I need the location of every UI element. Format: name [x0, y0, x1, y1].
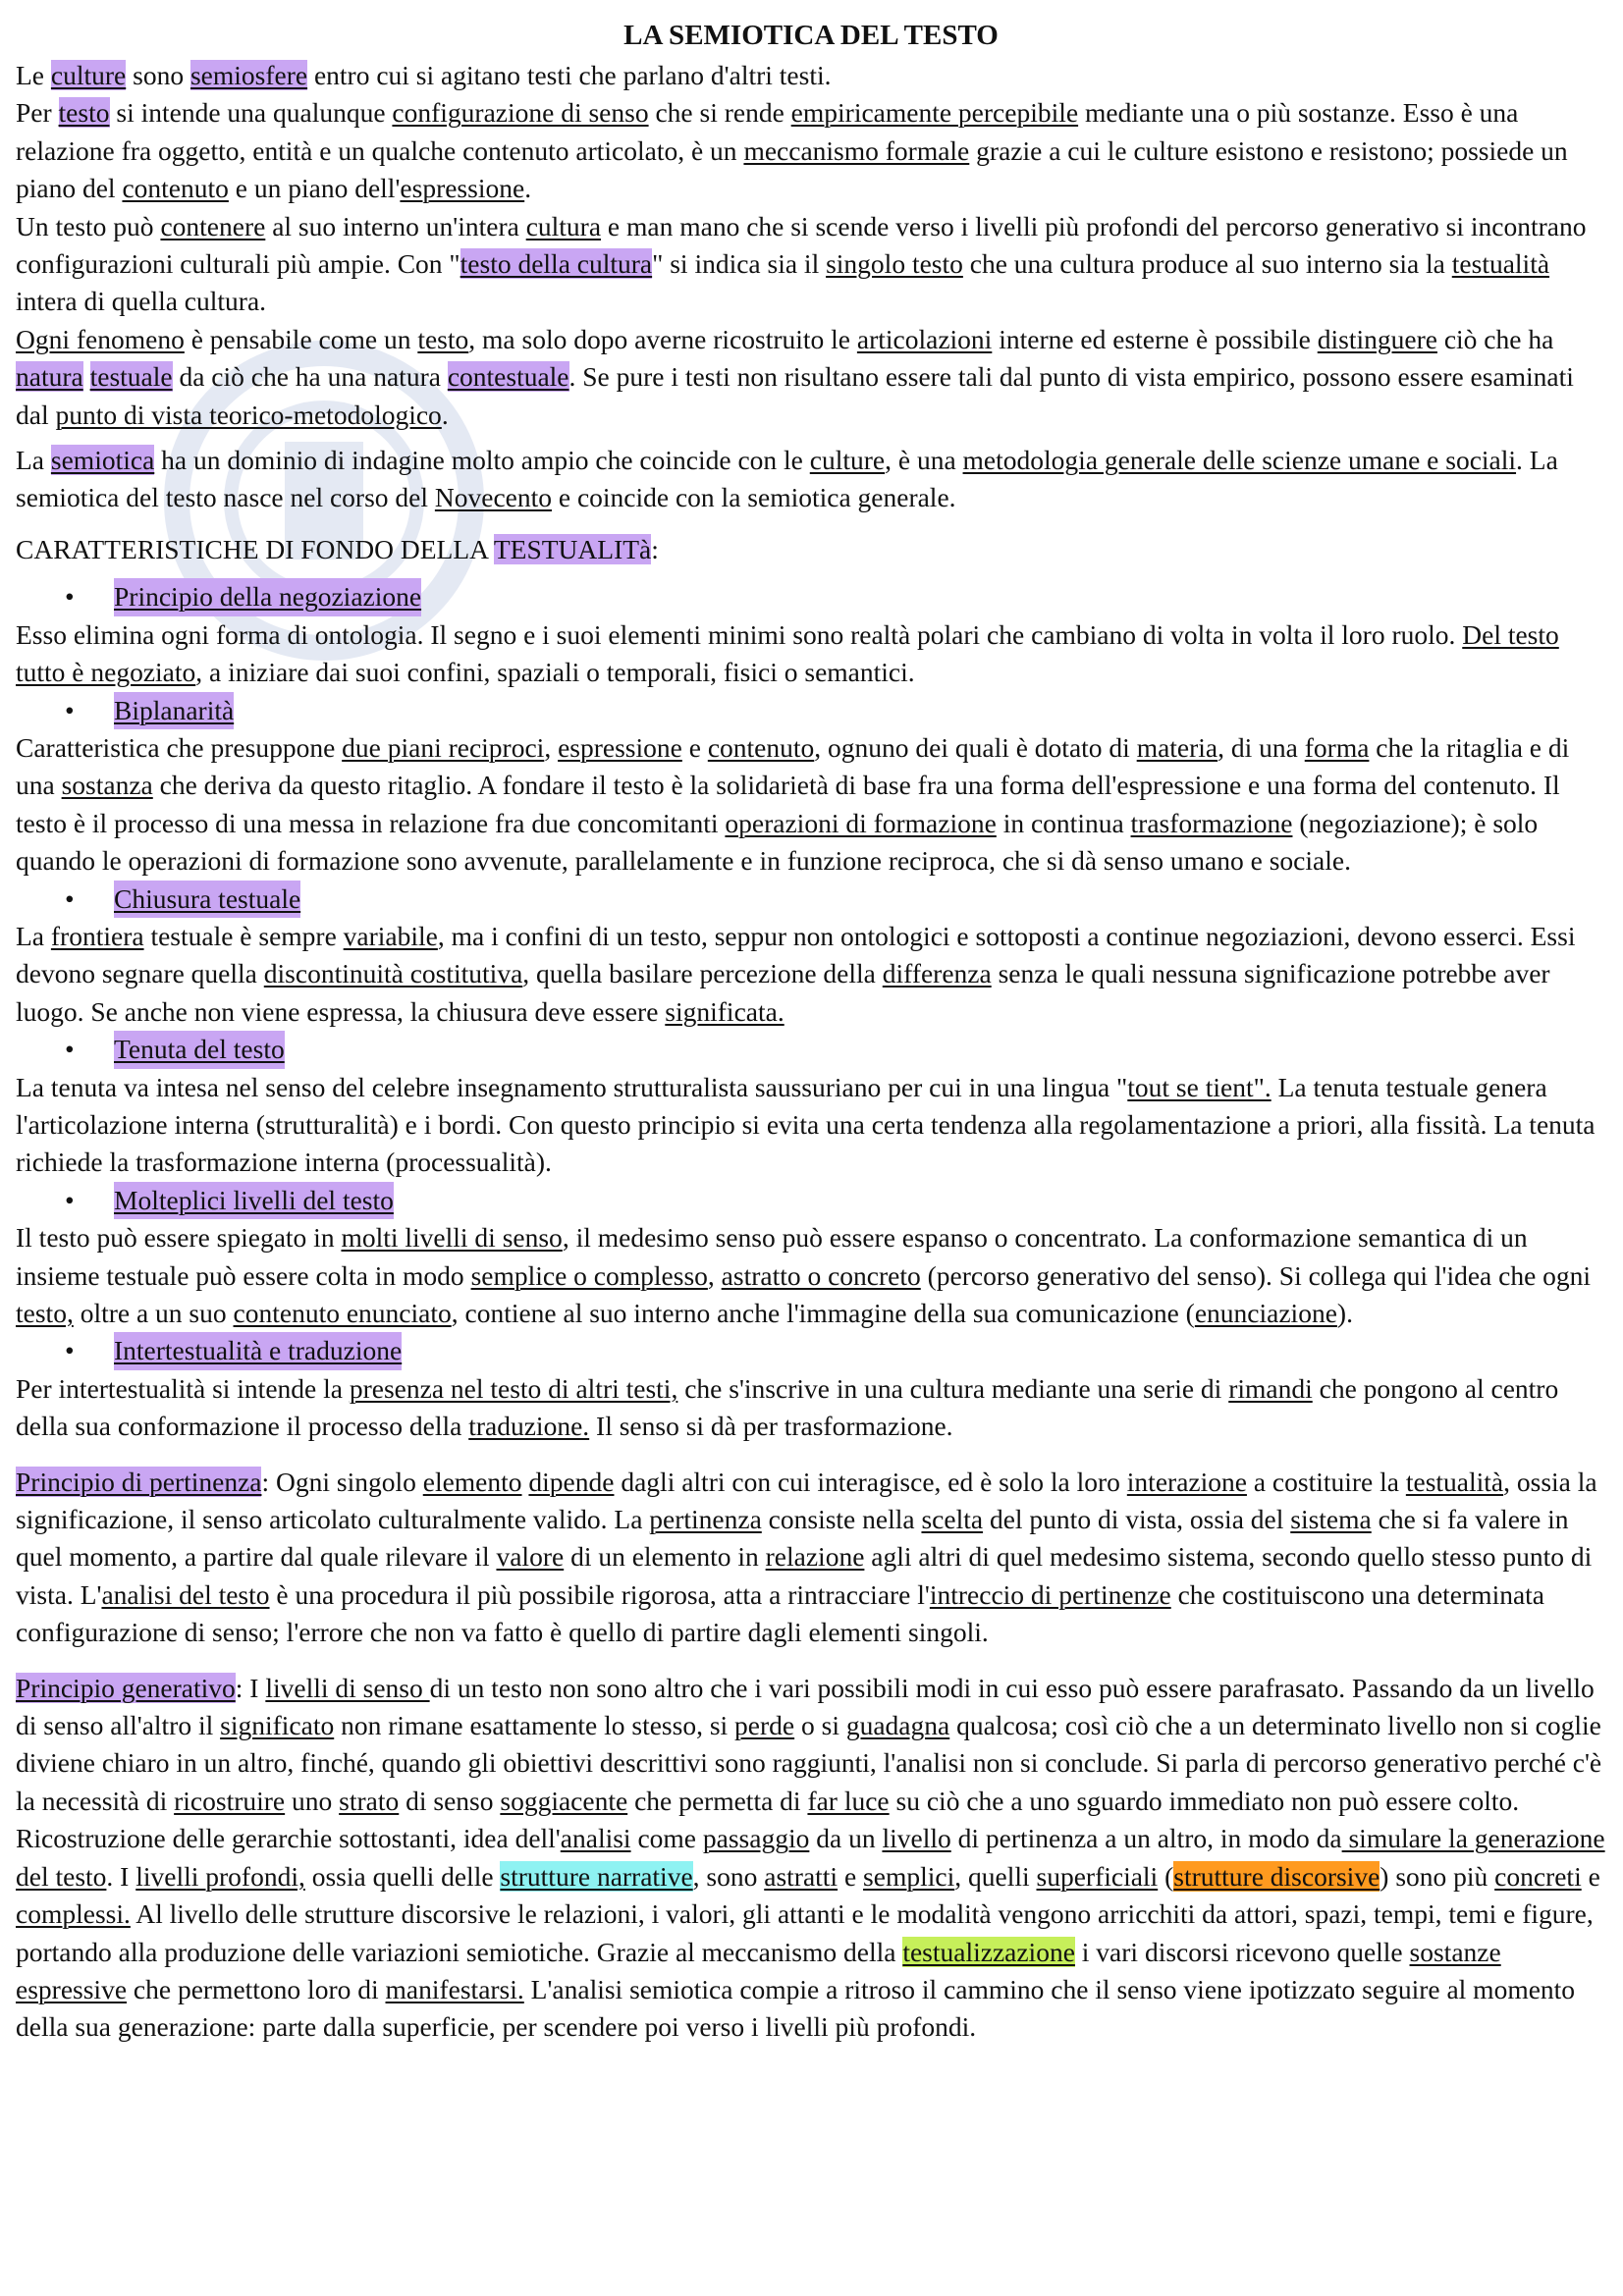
bullet-icon: • — [65, 1335, 75, 1366]
term: Novecento — [434, 482, 552, 513]
term: concreti — [1494, 1860, 1582, 1892]
bullet-text — [16, 1219, 1606, 1332]
term: empiricamente percepibile — [790, 97, 1079, 129]
term: variabile — [343, 920, 438, 951]
text: di un testo non sono altro che i vari possibili modi in cui esso può essere parafrasato. Passando da un livello di senso all'altro il — [16, 1672, 1595, 1741]
bullet-label: Principio della negoziazione — [114, 578, 421, 615]
term: operazioni di formazione — [725, 807, 997, 838]
section-heading — [16, 531, 1606, 568]
term-semiotica: semiotica — [50, 445, 155, 476]
term: astratti — [764, 1860, 839, 1892]
term: due piani reciproci — [342, 731, 545, 763]
text: i vari discorsi ricevono quelle — [1074, 1936, 1410, 1967]
term: materia — [1136, 731, 1218, 763]
term: contenuto — [707, 731, 815, 763]
text: , ma i confini di un testo, seppur non ontologici e sottoposti a continue negoziazioni, devono esserci. Essi devono segnare quella — [16, 920, 1576, 989]
text: sono — [126, 60, 190, 90]
text: , sono — [692, 1860, 765, 1892]
text: ) sono più — [1380, 1860, 1495, 1892]
term: differenza — [882, 958, 992, 989]
term: analisi — [560, 1823, 631, 1854]
text: . Se pure i testi non risultano essere tali dal punto di vista empirico, possono essere esaminati dal — [16, 361, 1574, 430]
term: superficiali — [1036, 1860, 1159, 1892]
text: , ognuno dei quali è dotato di — [814, 731, 1137, 763]
text: come — [630, 1823, 703, 1854]
term-strutture-discorsive: strutture discorsive — [1173, 1860, 1380, 1892]
paragraph-pertinenza — [16, 1464, 1606, 1652]
term: metodologia generale delle scienze umane e sociali — [962, 445, 1517, 476]
term: significato — [220, 1710, 335, 1741]
text: Al livello delle strutture discorsive le relazioni, i valori, gli attanti e le modalità vengono arricchiti da attori, spazi, tempi, temi e figure, portando alla produzione delle variazioni semiotiche. Grazie al meccanismo della — [16, 1898, 1594, 1967]
text: , quella basilare percezione della — [522, 958, 883, 989]
term: Ogni fenomeno — [16, 323, 185, 354]
term: semplice o complesso — [470, 1259, 708, 1291]
term: molti livelli di senso — [341, 1222, 563, 1254]
term: far luce — [807, 1785, 890, 1816]
text: , contiene al suo interno anche l'immagine della sua comunicazione ( — [451, 1298, 1195, 1328]
text: , a iniziare dai suoi confini, spaziali o temporali, fisici o semantici. — [195, 657, 915, 688]
bullet-icon: • — [65, 694, 75, 725]
term: forma — [1304, 731, 1370, 763]
text: ha un dominio di indagine molto ampio che coincide con le — [154, 445, 810, 476]
bullet-label: Intertestualità e traduzione — [114, 1332, 402, 1369]
term: configurazione di senso — [392, 97, 649, 129]
term: scelta — [921, 1504, 984, 1535]
text: oltre a un suo — [73, 1298, 234, 1328]
text: uno — [285, 1785, 340, 1816]
term: discontinuità costitutiva — [263, 958, 523, 989]
text: : Ogni singolo — [261, 1466, 423, 1497]
text: ciò che ha — [1436, 323, 1554, 354]
term: trasformazione — [1130, 807, 1293, 838]
term: passaggio — [702, 1823, 810, 1854]
text: , quelli — [954, 1860, 1037, 1892]
text: Il testo può essere spiegato in — [16, 1222, 342, 1254]
term-testualizzazione: testualizzazione — [902, 1936, 1075, 1967]
text: è pensabile come un — [184, 323, 418, 354]
text: , il medesimo senso può essere espanso o concentrato. La conformazione semantica di un insieme testuale può essere colta in modo — [16, 1222, 1528, 1291]
term: complessi. — [16, 1898, 131, 1930]
text: consiste nella — [761, 1504, 922, 1535]
text: ossia quelli delle — [304, 1860, 501, 1892]
text: e — [1581, 1860, 1600, 1892]
text: Un testo può — [16, 210, 161, 241]
paragraph-intro — [16, 57, 1606, 94]
text: La — [16, 920, 51, 951]
text: che costituiscono una determinata configurazione di senso; l'errore che non va fatto è quello di partire dagli elementi singoli. — [16, 1578, 1545, 1648]
text: Per intertestualità si intende la — [16, 1372, 350, 1404]
text: che si rende — [648, 97, 791, 129]
text: mediante una o più sostanze. Esso è una relazione fra oggetto, entità e un qualche contenuto articolato, è un — [16, 97, 1519, 166]
text: del punto di vista, ossia del — [983, 1504, 1291, 1535]
text: , — [544, 731, 559, 763]
text: Le — [16, 60, 51, 90]
document-body — [16, 14, 1606, 2047]
term: simulare la generazione del testo — [16, 1823, 1605, 1892]
bullet-icon: • — [65, 1184, 75, 1215]
text: (percorso generativo del senso). Si collega qui l'idea che ogni — [920, 1259, 1592, 1291]
text: di senso — [399, 1785, 501, 1816]
text: " si indica sia il — [652, 248, 827, 280]
bullet-text — [16, 1370, 1606, 1446]
bullet-text — [16, 918, 1606, 1031]
bullet-item — [16, 1031, 1606, 1068]
term: sostanze espressive — [16, 1936, 1501, 2004]
term: perde — [734, 1710, 795, 1741]
term: enunciazione — [1194, 1298, 1337, 1328]
term: espressione — [400, 173, 525, 204]
term: meccanismo formale — [743, 134, 970, 166]
term-principio-generativo: Principio generativo — [16, 1672, 236, 1703]
text: e coincide con la semiotica generale. — [552, 482, 956, 513]
term: intreccio di pertinenze — [929, 1578, 1171, 1610]
term: presenza nel testo di altri testi, — [349, 1372, 678, 1404]
text: agli altri di quel medesimo sistema, secondo quello stesso punto di vista. L' — [16, 1541, 1593, 1610]
bullet-label: Chiusura testuale — [114, 881, 300, 918]
page-title: LA SEMIOTICA DEL TESTO — [623, 20, 999, 51]
text: da ciò che ha una natura — [172, 361, 448, 393]
term: articolazioni — [856, 323, 993, 354]
term: traduzione. — [468, 1411, 590, 1442]
text: CARATTERISTICHE DI FONDO DELLA — [16, 533, 494, 564]
text: (negoziazione); è solo quando le operazioni di formazione sono avvenute, parallelamente e in funzione reciproca, che si dà senso umano e sociale. — [16, 807, 1539, 877]
bullet-item — [16, 881, 1606, 918]
bullet-text — [16, 1069, 1606, 1182]
term: guadagna — [845, 1710, 950, 1741]
bullet-icon: • — [65, 1034, 75, 1065]
bullet-label: Molteplici livelli del testo — [114, 1182, 394, 1219]
paragraph-testo — [16, 94, 1606, 207]
term: pertinenza — [649, 1504, 762, 1535]
text: che una cultura produce al suo interno sia la — [962, 248, 1452, 280]
text: . — [441, 399, 449, 430]
term: relazione — [765, 1541, 865, 1573]
term: sostanza — [61, 770, 153, 801]
term: sistema — [1290, 1504, 1372, 1535]
text: L'analisi semiotica compie a ritroso il cammino che il senso viene ipotizzato seguire al momento della sua generazione: parte dalla superficie, per scendere poi verso i livelli più profondi. — [16, 1973, 1576, 2043]
text: che permettono loro di — [127, 1973, 386, 2004]
term: dipende — [528, 1466, 615, 1497]
text: La tenuta testuale genera l'articolazione interna (strutturalità) e i bordi. Con questo principio si evita una certa tendenza alla regolamentazione a priori, alla fissità. La tenuta richiede la trasformazione interna (processualità). — [16, 1071, 1596, 1178]
bullet-text — [16, 729, 1606, 881]
term: tout se tient". — [1127, 1071, 1271, 1102]
text — [83, 361, 90, 392]
text: in continua — [996, 807, 1131, 838]
term: culture — [809, 445, 886, 476]
text: Il senso si dà per trasformazione. — [589, 1411, 953, 1442]
text: che permetta di — [627, 1785, 808, 1816]
term: espressione — [558, 731, 682, 763]
text: dagli altri con cui interagisce, ed è solo la loro — [614, 1466, 1127, 1497]
term: valore — [496, 1541, 565, 1573]
text: di pertinenza a un altro, in modo da — [950, 1823, 1342, 1854]
term: rimandi — [1228, 1372, 1313, 1404]
text: al suo interno un'intera — [265, 210, 526, 241]
text: che pongono al centro della sua conformazione il processo della — [16, 1372, 1559, 1442]
text: : I — [235, 1672, 266, 1703]
term: analisi del testo — [101, 1578, 270, 1610]
term: soggiacente — [500, 1785, 628, 1816]
term: significata. — [665, 995, 784, 1027]
text: o si — [794, 1710, 846, 1741]
text: , ma solo dopo averne ricostruito le — [468, 323, 857, 354]
term-principio-pertinenza: Principio di pertinenza — [16, 1466, 262, 1497]
text: ( — [1158, 1860, 1174, 1892]
text: Caratteristica che presuppone — [16, 731, 343, 763]
text: e man mano che si scende verso i livelli più profondi del percorso generativo si incontrano configurazioni culturali più ampie. Con " — [16, 210, 1587, 280]
paragraph-semiotica — [16, 442, 1606, 517]
text: e — [838, 1860, 864, 1892]
term-testualita: TESTUALITà — [493, 533, 652, 564]
term: manifestarsi. — [385, 1973, 524, 2004]
term-natura: natura — [16, 361, 83, 393]
text: . I — [106, 1860, 136, 1892]
bullet-item — [16, 692, 1606, 729]
term: contenuto — [122, 173, 229, 204]
term-testo: testo — [58, 97, 110, 129]
term: singolo testo — [826, 248, 963, 280]
text: non rimane esattamente lo stesso, si — [334, 1710, 735, 1741]
text: su ciò che a uno sguardo immediato non può essere colto. Ricostruzione delle gerarchie sottostanti, idea dell' — [16, 1785, 1520, 1854]
paragraph-fenomeno — [16, 321, 1606, 434]
bullet-item — [16, 578, 1606, 615]
term: frontiera — [50, 920, 144, 951]
bullet-label: Tenuta del testo — [114, 1031, 285, 1068]
term: elemento — [422, 1466, 522, 1497]
term-testuale: testuale — [89, 361, 173, 393]
term: contenuto enunciato — [233, 1298, 452, 1328]
text: ). — [1336, 1298, 1353, 1328]
term-culture: culture — [50, 60, 127, 90]
bullet-icon: • — [65, 882, 75, 914]
text: . — [524, 173, 532, 204]
text: La tenuta va intesa nel senso del celebre insegnamento strutturalista saussuriano per cui in una lingua " — [16, 1071, 1128, 1102]
text: interne ed esterne è possibile — [992, 323, 1318, 354]
term: ricostruire — [174, 1785, 286, 1816]
paragraph-cultura — [16, 208, 1606, 321]
text: : — [651, 533, 659, 564]
bullet-item — [16, 1332, 1606, 1369]
term: testo, — [16, 1298, 74, 1328]
text: che s'inscrive in una cultura mediante una serie di — [677, 1372, 1229, 1404]
bullet-text — [16, 616, 1606, 692]
text: . La semiotica del testo nasce nel corso del — [16, 445, 1558, 513]
text: e — [681, 731, 708, 763]
text: è una procedura il più possibile rigorosa, atta a rintracciare l' — [269, 1578, 930, 1610]
term-testo-della-cultura: testo della cultura — [460, 248, 653, 280]
term: semplici — [863, 1860, 955, 1892]
text: testuale è sempre — [143, 920, 344, 951]
bullet-icon: • — [65, 581, 75, 613]
text: , è una — [885, 445, 963, 476]
bullet-item — [16, 1182, 1606, 1219]
term: testo — [417, 323, 469, 354]
term: Del testo tutto è negoziato — [16, 618, 1559, 688]
term: testualità — [1451, 248, 1550, 280]
text: che la ritaglia e di una — [16, 731, 1570, 801]
term-semiosfere: semiosfere — [189, 60, 308, 90]
text: qualcosa; così ciò che a un determinato livello non si coglie diviene chiaro in un altro, finché, quando gli obiettivi descrittivi sono raggiunti, l'analisi non si conclude. Si parla di percorso generativo perché c'è la necessità di — [16, 1710, 1602, 1816]
text: che si fa valere in quel momento, a partire dal quale rilevare il — [16, 1504, 1569, 1573]
text: si intende una qualunque — [109, 97, 393, 129]
term: livelli di senso — [265, 1672, 430, 1703]
text: a costituire la — [1246, 1466, 1406, 1497]
term: cultura — [525, 210, 602, 241]
term: livello — [882, 1823, 951, 1854]
text: La — [16, 445, 51, 476]
bullet-label: Biplanarità — [114, 692, 234, 729]
term: astratto o concreto — [721, 1259, 921, 1291]
term: distinguere — [1317, 323, 1437, 354]
term: livelli profondi, — [135, 1860, 305, 1892]
term: strato — [339, 1785, 400, 1816]
term: testualità — [1405, 1466, 1504, 1497]
text: grazie a cui le culture esistono e resistono; possiede un piano del — [16, 134, 1568, 204]
text: e un piano dell' — [228, 173, 401, 204]
term: interazione — [1126, 1466, 1247, 1497]
text: da un — [809, 1823, 883, 1854]
text: Esso elimina ogni forma di ontologia. Il segno e i suoi elementi minimi sono realtà polari che cambiano di volta in volta il loro ruolo. — [16, 618, 1463, 650]
text: , ossia la significazione, il senso articolato culturalmente valido. La — [16, 1466, 1597, 1535]
text: Per — [16, 97, 59, 129]
term-contestuale: contestuale — [447, 361, 569, 393]
text: intera di quella cultura. — [16, 286, 267, 317]
text: che deriva da questo ritaglio. A fondare il testo è la solidarietà di base fra una forma dell'espressione e una forma del contenuto. Il testo è il processo di una messa in relazione fra due concomitanti — [16, 770, 1560, 838]
paragraph-generativo — [16, 1670, 1606, 2047]
text: , — [707, 1259, 722, 1291]
term-strutture-narrative: strutture narrative — [500, 1860, 693, 1892]
text: , di una — [1217, 731, 1305, 763]
term: contenere — [160, 210, 266, 241]
text: senza le quali nessuna significazione potrebbe aver luogo. Se anche non viene espressa, la chiusura deve essere — [16, 958, 1550, 1027]
text: entro cui si agitano testi che parlano d'altri testi. — [307, 60, 832, 90]
term: punto di vista teorico-metodologico — [55, 399, 442, 430]
text: di un elemento in — [564, 1541, 766, 1573]
